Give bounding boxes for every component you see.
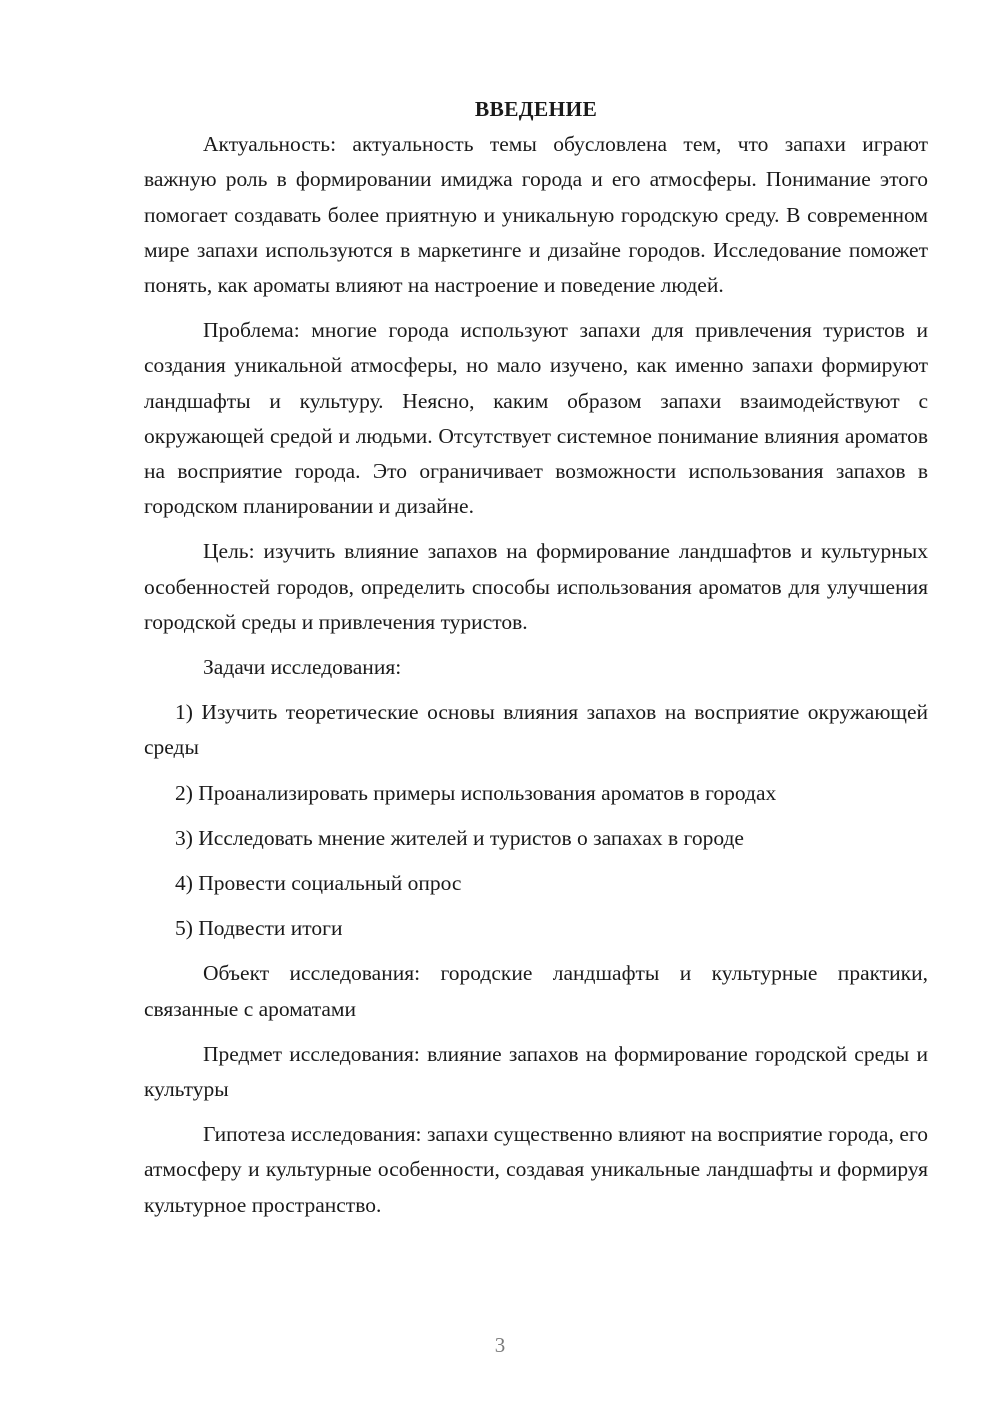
task-item: 1) Изучить теоретические основы влияния запахов на восприятие окружающей среды: [144, 700, 928, 760]
goal-paragraph: Цель: изучить влияние запахов на формирование ландшафтов и культурных особенностей городов, определить способы использования ароматов для улучшения городской среды и привлечения туристов.: [144, 539, 928, 634]
task-item: 4) Провести социальный опрос: [175, 871, 462, 896]
task-item: 5) Подвести итоги: [175, 916, 343, 941]
page-number: 3: [494, 1333, 506, 1357]
tasks-title: Задачи исследования:: [203, 655, 402, 680]
problem-paragraph: Проблема: многие города используют запахи для привлечения туристов и создания уникальной атмосферы, но мало изучено, как именно запахи формируют ландшафты и культуру. Неясно, каким образом запахи взаимодействуют с окружающей средой и людьми. Отсутствует системное понимание влияния ароматов на восприятие города. Это ограничивает возможности использования запахов в городском планировании и дизайне.: [144, 318, 928, 519]
section-heading: ВВЕДЕНИЕ: [474, 97, 598, 121]
task-item: 2) Проанализировать примеры использования ароматов в городах: [175, 780, 777, 805]
relevance-paragraph: Актуальность: актуальность темы обусловлена тем, что запахи играют важную роль в формировании имиджа города и его атмосферы. Понимание этого помогает создавать более приятную и уникальную городскую среду. В современном мире запахи используются в маркетинге и дизайне городов. Исследование поможет понять, как ароматы влияют на настроение и поведение людей.: [144, 132, 928, 298]
task-item: 3) Исследовать мнение жителей и туристов о запахах в городе: [175, 825, 744, 850]
object-paragraph: Объект исследования: городские ландшафты и культурные практики, связанные с ароматами: [144, 961, 928, 1021]
subject-paragraph: Предмет исследования: влияние запахов на формирование городской среды и культуры: [144, 1041, 928, 1102]
page-content: [144, 92, 928, 1233]
hypothesis-paragraph: Гипотеза исследования: запахи существенно влияют на восприятие города, его атмосферу и культурные особенности, создавая уникальные ландшафты и формируя культурное пространство.: [144, 1122, 928, 1217]
